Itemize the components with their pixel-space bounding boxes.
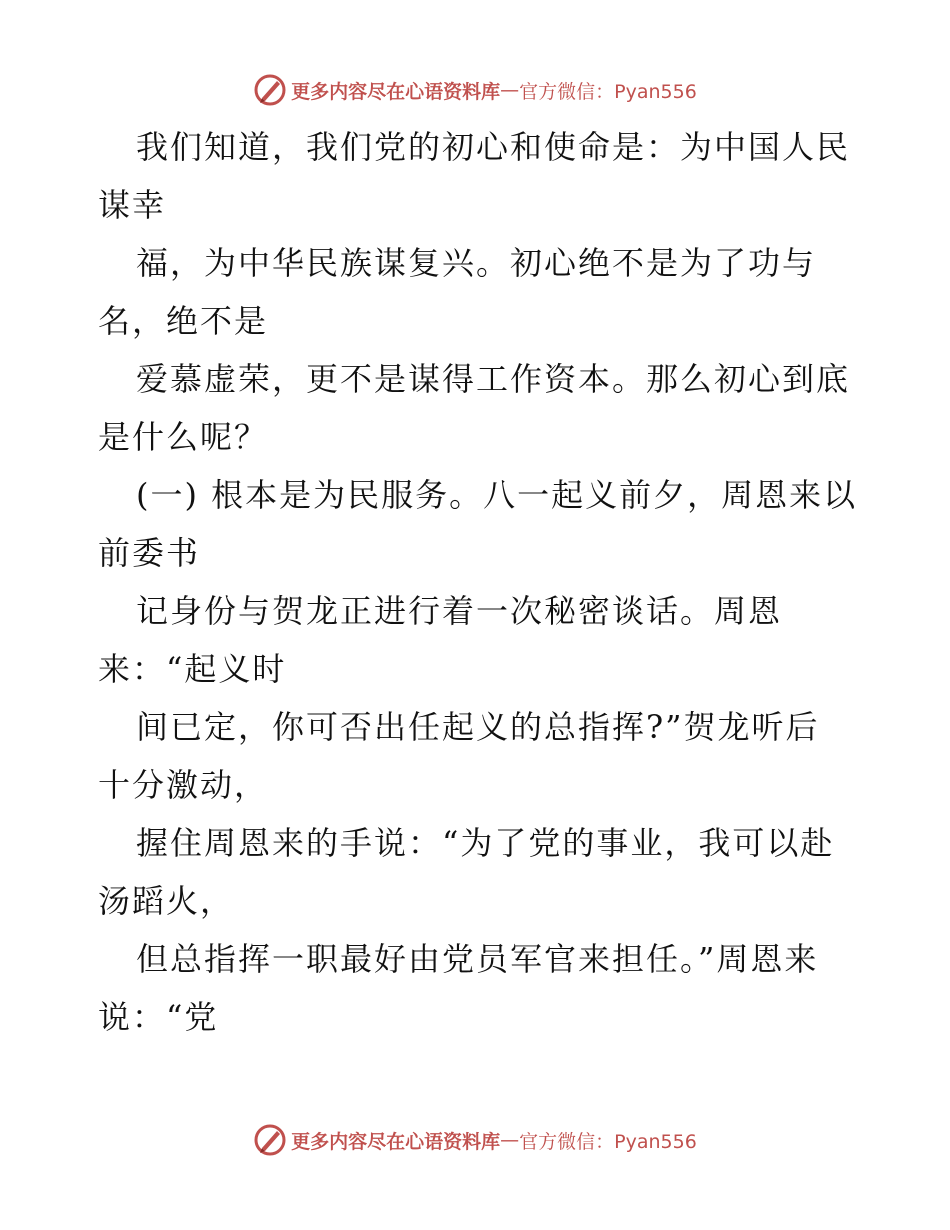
text-line: 来：“起义时 — [98, 650, 287, 688]
banner-separator: — — [500, 1129, 520, 1151]
pen-logo-icon — [253, 1123, 287, 1157]
text-line: 十分激动， — [98, 766, 269, 804]
banner-separator: — — [500, 79, 520, 101]
pen-logo-icon — [253, 73, 287, 107]
text-line: 间已定，你可否出任起义的总指挥?”贺龙听后 — [136, 708, 820, 746]
banner-title: 更多内容尽在心语资料库 — [291, 1130, 501, 1153]
text-line: 前委书 — [98, 534, 201, 572]
text-line: 说：“党 — [98, 998, 219, 1036]
text-line: 福，为中华民族谋复兴。初心绝不是为了功与 — [136, 244, 817, 282]
text-line: 我们知道，我们党的初心和使命是：为中国人民 — [136, 128, 851, 166]
document-body — [98, 118, 858, 1046]
banner-title: 更多内容尽在心语资料库 — [291, 80, 501, 103]
text-line: 记身份与贺龙正进行着一次秘密谈话。周恩 — [136, 592, 783, 630]
header-banner — [0, 70, 950, 110]
text-line: 握住周恩来的手说：“为了党的事业，我可以赴 — [136, 824, 835, 862]
text-line: 爱慕虚荣，更不是谋得工作资本。那么初心到底 — [136, 360, 851, 398]
text-line: 谋幸 — [98, 186, 167, 224]
text-line: 但总指挥一职最好由党员军官来担任。”周恩来 — [136, 940, 819, 978]
text-line: (一) 根本是为民服务。八一起义前夕，周恩来以 — [136, 476, 858, 514]
footer-banner — [0, 1120, 950, 1160]
banner-wechat: 官方微信：Pyan556 — [519, 1130, 697, 1153]
text-line: 是什么呢？ — [98, 418, 269, 456]
text-line: 名，绝不是 — [98, 302, 269, 340]
banner-wechat: 官方微信：Pyan556 — [519, 80, 697, 103]
text-line: 汤蹈火， — [98, 882, 235, 920]
